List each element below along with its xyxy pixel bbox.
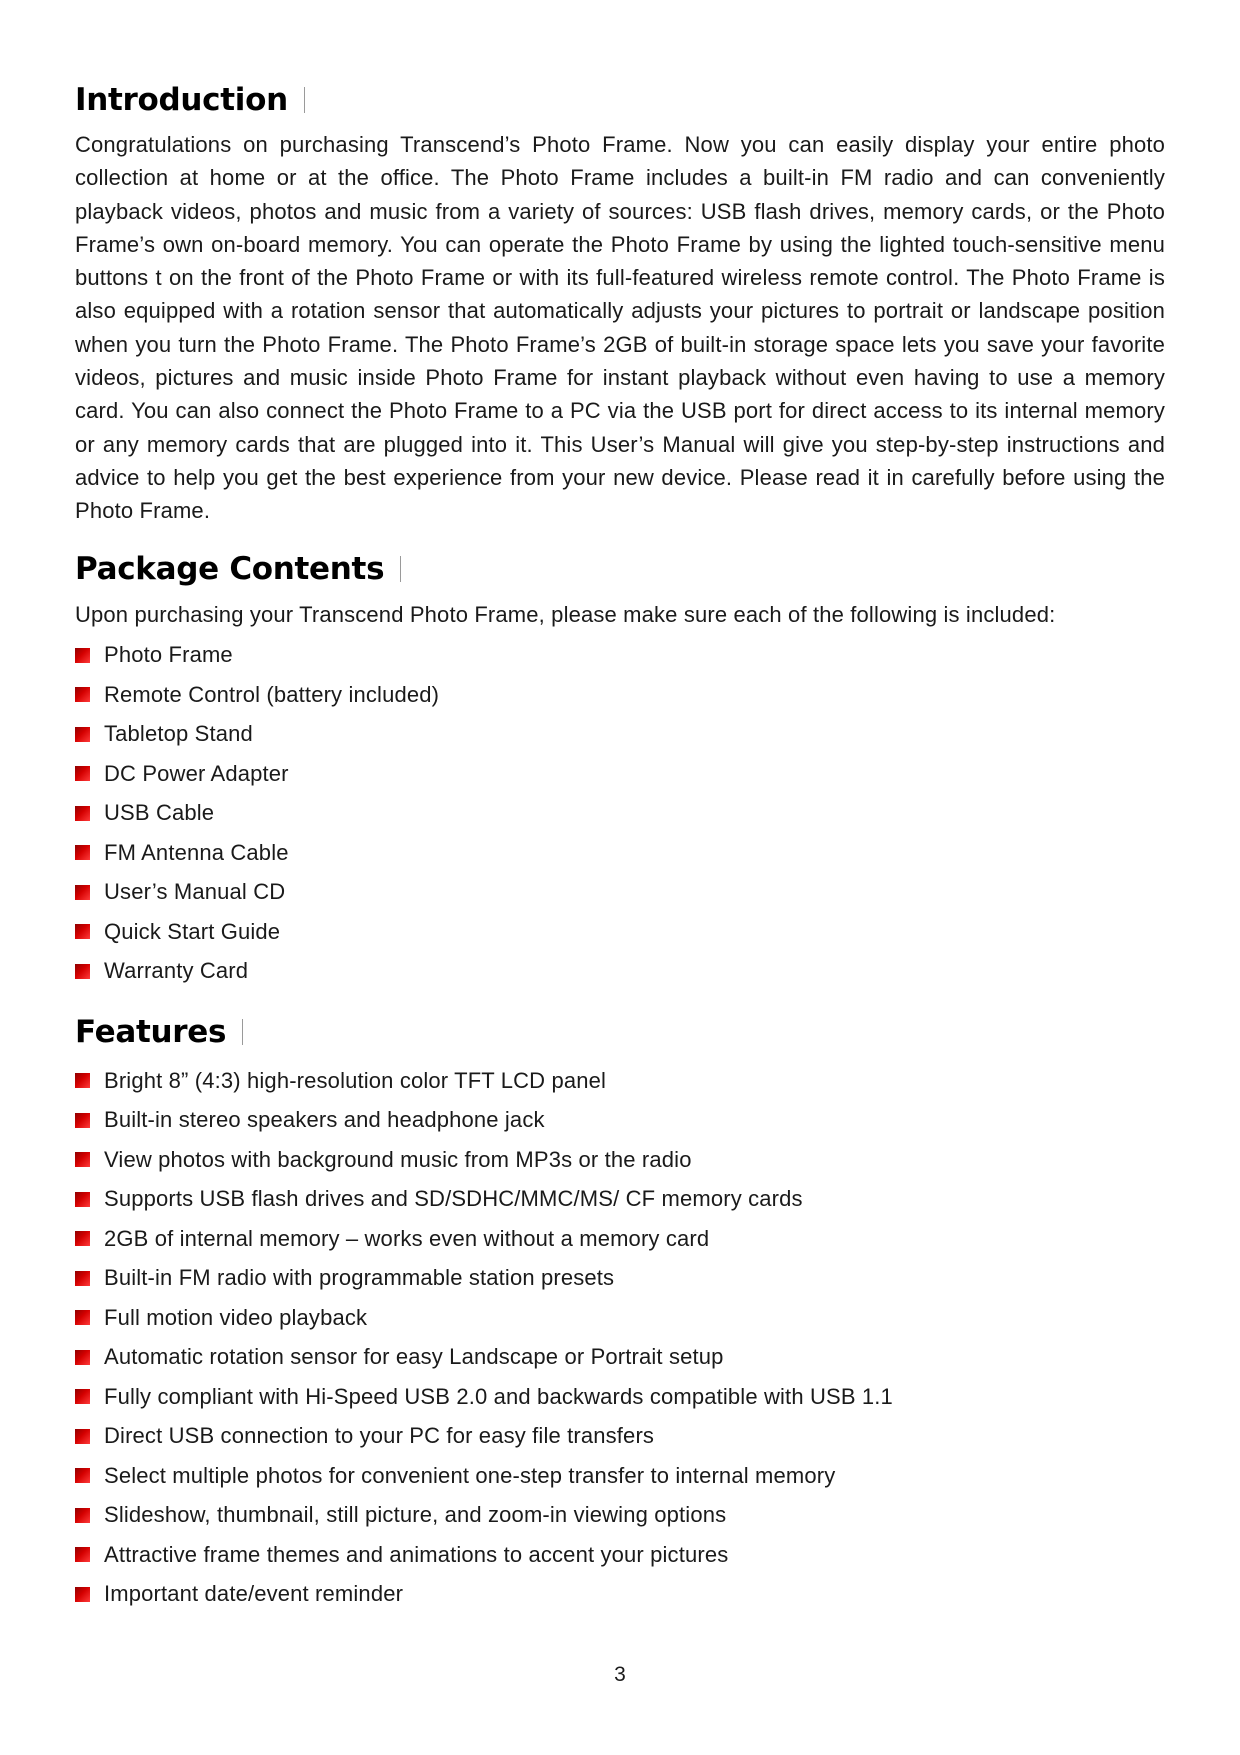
features-heading [75,1012,1165,1052]
red-square-bullet-icon [75,885,90,900]
package-contents-lead: Upon purchasing your Transcend Photo Frame, please make sure each of the following is included: [75,601,1056,627]
package-item [75,794,1165,834]
feature-item [75,1219,1165,1259]
package-contents-title: Package Contents [75,550,385,587]
red-square-bullet-icon [75,806,90,821]
red-square-bullet-icon [75,1073,90,1088]
package-item [75,715,1165,755]
package-item-text: FM Antenna Cable [104,839,289,865]
introduction-title: Introduction [75,82,288,118]
feature-item-text: Slideshow, thumbnail, still picture, and zoom-in viewing options [104,1502,727,1528]
feature-item [75,1417,1165,1457]
feature-item [75,1298,1165,1338]
feature-item-text: Important date/event reminder [104,1581,404,1607]
package-item-text: Warranty Card [104,958,249,984]
feature-item [75,1259,1165,1299]
red-square-bullet-icon [75,687,90,702]
feature-item [75,1535,1165,1575]
features-list [75,1061,1165,1614]
feature-item [75,1180,1165,1220]
feature-item-text: Attractive frame themes and animations to accent your pictures [104,1541,729,1567]
red-square-bullet-icon [75,1113,90,1128]
red-square-bullet-icon [75,1310,90,1325]
package-item-text: Remote Control (battery included) [104,681,440,707]
feature-item [75,1101,1165,1141]
red-square-bullet-icon [75,1547,90,1562]
package-contents-heading [75,549,1165,589]
feature-item-text: Built-in FM radio with programmable station presets [104,1265,615,1291]
feature-item-text: Built-in stereo speakers and headphone jack [104,1107,545,1133]
feature-item-text: Supports USB flash drives and SD/SDHC/MMC/MS/ CF memory cards [104,1186,803,1212]
feature-item-text: Fully compliant with Hi-Speed USB 2.0 and backwards compatible with USB 1.1 [104,1383,893,1409]
red-square-bullet-icon [75,1429,90,1444]
feature-item-text: Select multiple photos for convenient one-step transfer to internal memory [104,1462,836,1488]
package-item-text: Photo Frame [104,642,233,668]
red-square-bullet-icon [75,766,90,781]
red-square-bullet-icon [75,1350,90,1365]
document-page [75,72,1165,1614]
features-title: Features [75,1014,227,1051]
feature-item [75,1140,1165,1180]
package-item [75,675,1165,715]
package-item-text: DC Power Adapter [104,760,289,786]
feature-item [75,1456,1165,1496]
red-square-bullet-icon [75,1192,90,1207]
feature-item-text: 2GB of internal memory – works even without a memory card [104,1225,710,1251]
feature-item [75,1575,1165,1615]
heading-divider [304,87,305,113]
package-item [75,952,1165,992]
package-item [75,754,1165,794]
red-square-bullet-icon [75,845,90,860]
red-square-bullet-icon [75,1231,90,1246]
red-square-bullet-icon [75,648,90,663]
heading-divider [242,1019,243,1045]
red-square-bullet-icon [75,924,90,939]
package-item [75,873,1165,913]
feature-item-text: Bright 8” (4:3) high-resolution color TFT LCD panel [104,1067,607,1093]
package-item [75,636,1165,676]
red-square-bullet-icon [75,1508,90,1523]
package-item-text: Quick Start Guide [104,918,281,944]
heading-divider [400,556,401,582]
package-item [75,912,1165,952]
feature-item-text: View photos with background music from MP3s or the radio [104,1146,692,1172]
package-item-text: USB Cable [104,800,215,826]
red-square-bullet-icon [75,1271,90,1286]
feature-item [75,1338,1165,1378]
red-square-bullet-icon [75,964,90,979]
introduction-heading [75,80,1165,120]
feature-item [75,1061,1165,1101]
package-contents-list [75,636,1165,992]
feature-item-text: Automatic rotation sensor for easy Landscape or Portrait setup [104,1344,724,1370]
red-square-bullet-icon [75,727,90,742]
feature-item [75,1377,1165,1417]
package-item-text: User’s Manual CD [104,879,286,905]
red-square-bullet-icon [75,1389,90,1404]
package-item-text: Tabletop Stand [104,721,253,747]
feature-item-text: Full motion video playback [104,1304,368,1330]
page-number: 3 [614,1663,626,1686]
feature-item [75,1496,1165,1536]
red-square-bullet-icon [75,1468,90,1483]
red-square-bullet-icon [75,1152,90,1167]
feature-item-text: Direct USB connection to your PC for easy file transfers [104,1423,655,1449]
introduction-paragraph: Congratulations on purchasing Transcend’s Photo Frame. Now you can easily display your entire photo collection at home or at the office. The Photo Frame includes a built-in FM radio and can conveniently playback videos, photos and music from a variety of sources: USB flash drives, memory cards, or the Photo Frame’s own on-board memory. You can operate the Photo Frame by using the lighted touch-sensitive menu buttons t on the front of the Photo Frame or with its full-featured wireless remote control. The Photo Frame is also equipped with a rotation sensor that automatically adjusts your pictures to portrait or landscape position when you turn the Photo Frame. The Photo Frame’s 2GB of built-in storage space lets you save your favorite videos, pictures and music inside Photo Frame for instant playback without even having to use a memory card. You can also connect the Photo Frame to a PC via the USB port for direct access to its internal memory or any memory cards that are plugged into it. This User’s Manual will give you step-by-step instructions and advice to help you get the best experience from your new device. Please read it in carefully before using the Photo Frame. [75,132,1165,524]
red-square-bullet-icon [75,1587,90,1602]
package-item [75,833,1165,873]
